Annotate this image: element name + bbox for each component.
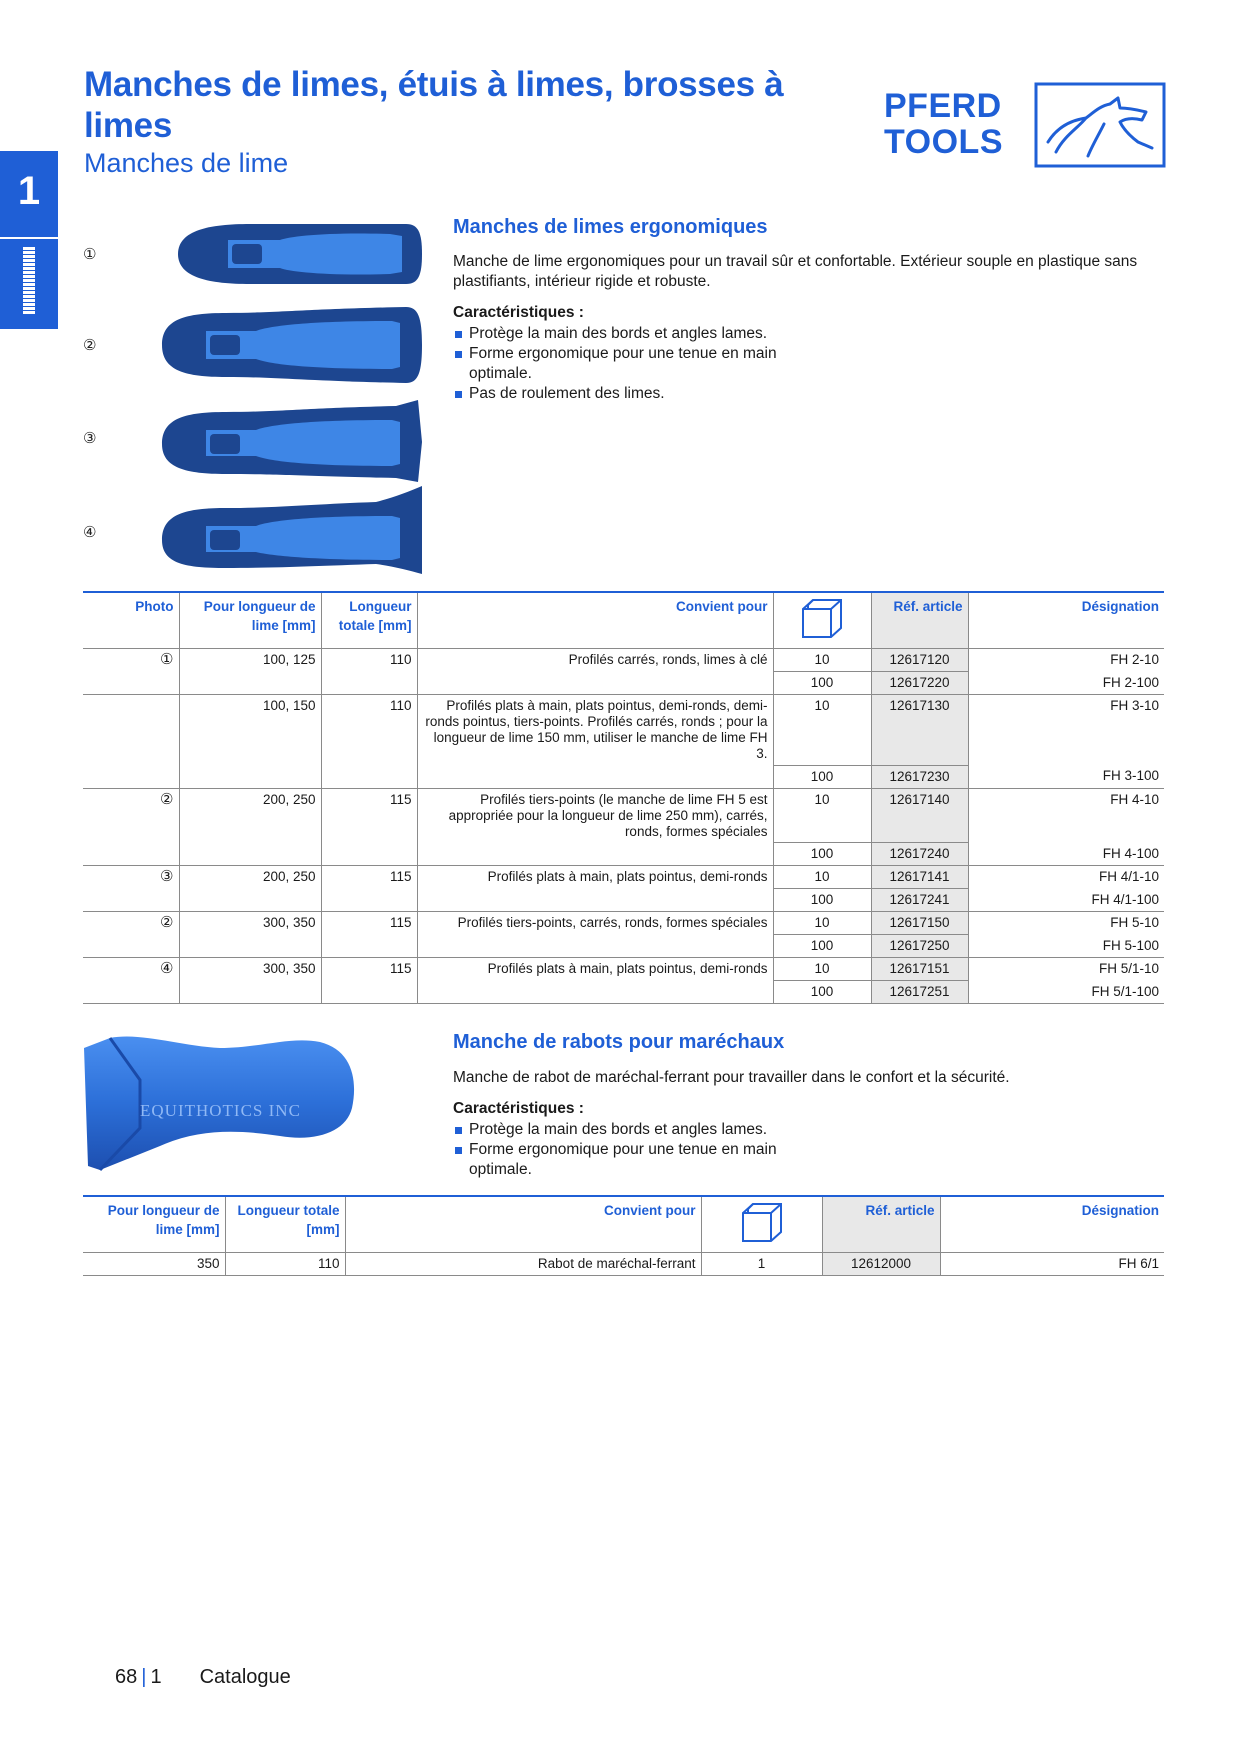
- cell-suitable-for: [417, 765, 773, 788]
- file-handle-fh2-image: [170, 218, 426, 290]
- cell-pack: 10: [773, 958, 871, 981]
- table-header-row: [83, 1196, 1164, 1253]
- cell-suitable-for: Profilés plats à main, plats pointus, demi-ronds: [417, 958, 773, 981]
- pferd-tools-logo: [884, 82, 1166, 168]
- cell-designation: FH 3-100: [968, 765, 1164, 788]
- page-title: Manches de limes, étuis à limes, brosses à limes: [84, 65, 784, 145]
- table-row: [83, 843, 1164, 866]
- cell-total-length: 110: [225, 1253, 345, 1276]
- photo-marker-2: ②: [83, 337, 97, 354]
- cell-pack: 100: [773, 843, 871, 866]
- cell-pack: 100: [773, 672, 871, 695]
- cell-suitable-for: [417, 672, 773, 695]
- page-footer: 68 | 1 Catalogue: [115, 1666, 291, 1688]
- col-header-packaging: [701, 1196, 822, 1253]
- table-row: [83, 649, 1164, 672]
- cell-total-length: [321, 981, 417, 1004]
- cell-ref: 12617250: [871, 935, 968, 958]
- section1-features-title: Caractéristiques :: [453, 304, 584, 321]
- cell-suitable-for: [417, 889, 773, 912]
- logo-text-tools: TOOLS: [884, 123, 1003, 161]
- table-row: [83, 912, 1164, 935]
- table-row: [83, 788, 1164, 843]
- col-header-file-length: Pour longueur de lime [mm]: [179, 592, 321, 649]
- cell-pack: 10: [773, 866, 871, 889]
- cell-ref: 12617150: [871, 912, 968, 935]
- section1-heading: Manches de limes ergonomiques: [453, 216, 768, 238]
- cell-designation: FH 2-10: [968, 649, 1164, 672]
- cell-designation: FH 6/1: [940, 1253, 1164, 1276]
- cell-ref: 12617251: [871, 981, 968, 1004]
- cell-photo: [83, 695, 179, 766]
- section1-description: Manche de lime ergonomiques pour un travail sûr et confortable. Extérieur souple en plastique sans plastifiants, intérieur rigide et robuste.: [453, 253, 1138, 290]
- col-header-ref: Réf. article: [822, 1196, 940, 1253]
- cell-ref: 12617130: [871, 695, 968, 766]
- col-header-ref: Réf. article: [871, 592, 968, 649]
- table-row: [83, 695, 1164, 766]
- cell-pack: 1: [701, 1253, 822, 1276]
- cell-pack: 100: [773, 765, 871, 788]
- handle-embossing: EQUITHOTICS INC: [140, 1101, 301, 1120]
- section2-features-title: Caractéristiques :: [453, 1100, 584, 1117]
- cell-total-length: [321, 935, 417, 958]
- cell-photo: ②: [83, 788, 179, 843]
- cell-photo: [83, 981, 179, 1004]
- cell-file-length: [179, 981, 321, 1004]
- cell-file-length: [179, 935, 321, 958]
- cell-ref: 12617240: [871, 843, 968, 866]
- feature-item: Protège la main des bords et angles lames.: [453, 1120, 793, 1140]
- col-header-packaging: [773, 592, 871, 649]
- cell-photo: ②: [83, 912, 179, 935]
- box-icon: [740, 1201, 784, 1243]
- col-header-total-length: Longueur totale [mm]: [321, 592, 417, 649]
- cell-designation: FH 5-10: [968, 912, 1164, 935]
- cell-pack: 100: [773, 935, 871, 958]
- product-table-2: [83, 1195, 1164, 1276]
- cell-photo: [83, 765, 179, 788]
- col-header-designation: Désignation: [968, 592, 1164, 649]
- table-row: [83, 1253, 1164, 1276]
- cell-ref: 12617151: [871, 958, 968, 981]
- col-header-total-length: Longueur totale [mm]: [225, 1196, 345, 1253]
- table-row: [83, 958, 1164, 981]
- col-header-suitable-for: Convient pour: [345, 1196, 701, 1253]
- photo-marker-3: ③: [83, 430, 97, 447]
- file-handle-fh5-1-image: [156, 486, 426, 576]
- cell-suitable-for: Profilés plats à main, plats pointus, demi-ronds: [417, 866, 773, 889]
- footer-label: Catalogue: [199, 1666, 291, 1688]
- cell-file-length: 350: [83, 1253, 225, 1276]
- file-handle-fh4-image: [156, 305, 426, 385]
- col-header-file-length: Pour longueur de lime [mm]: [83, 1196, 225, 1253]
- section2-description: Manche de rabot de maréchal-ferrant pour travailler dans le confort et la sécurité.: [453, 1069, 1010, 1086]
- section1-features-list: [453, 324, 793, 404]
- cell-file-length: 200, 250: [179, 788, 321, 843]
- chapter-divider: [0, 237, 58, 239]
- cell-photo: [83, 843, 179, 866]
- page-number: 68: [115, 1666, 138, 1688]
- feature-item: Forme ergonomique pour une tenue en main optimale.: [453, 1140, 793, 1180]
- cell-total-length: [321, 843, 417, 866]
- cell-total-length: 115: [321, 866, 417, 889]
- photo-marker-4: ④: [83, 524, 97, 541]
- cell-ref: 12617120: [871, 649, 968, 672]
- chapter-tab[interactable]: [0, 151, 58, 329]
- cell-file-length: 100, 150: [179, 695, 321, 766]
- cell-file-length: 200, 250: [179, 866, 321, 889]
- cell-total-length: [321, 765, 417, 788]
- horse-logo-icon: [1034, 82, 1166, 168]
- cell-ref: 12617230: [871, 765, 968, 788]
- product-table-1: [83, 591, 1164, 1004]
- cell-file-length: [179, 889, 321, 912]
- cell-suitable-for: Profilés tiers-points (le manche de lime FH 5 est appropriée pour la longueur de lime 250 mm), carrés, ronds, formes spéciales: [417, 788, 773, 843]
- section2-features-list: [453, 1120, 793, 1180]
- table-row: [83, 672, 1164, 695]
- logo-text-pferd: PFERD: [884, 87, 1002, 125]
- cell-pack: 10: [773, 695, 871, 766]
- cell-suitable-for: [417, 843, 773, 866]
- cell-file-length: [179, 672, 321, 695]
- col-header-suitable-for: Convient pour: [417, 592, 773, 649]
- photo-marker-1: ①: [83, 246, 97, 263]
- cell-total-length: 115: [321, 958, 417, 981]
- table-row: [83, 935, 1164, 958]
- cell-suitable-for: Profilés plats à main, plats pointus, demi-ronds, demi-ronds pointus, tiers-points. Profilés carrés, ronds ; pour la longueur de lime 150 mm, utiliser le manche de lime FH 3.: [417, 695, 773, 766]
- cell-suitable-for: Profilés tiers-points, carrés, ronds, formes spéciales: [417, 912, 773, 935]
- cell-total-length: 115: [321, 912, 417, 935]
- cell-photo: [83, 672, 179, 695]
- cell-pack: 10: [773, 788, 871, 843]
- table-header-row: [83, 592, 1164, 649]
- cell-total-length: [321, 889, 417, 912]
- col-header-photo: Photo: [83, 592, 179, 649]
- cell-suitable-for: Profilés carrés, ronds, limes à clé: [417, 649, 773, 672]
- cell-ref: 12612000: [822, 1253, 940, 1276]
- cell-pack: 100: [773, 981, 871, 1004]
- cell-file-length: 300, 350: [179, 912, 321, 935]
- footer-chapter: 1: [150, 1666, 162, 1688]
- table-row: [83, 866, 1164, 889]
- file-icon: [23, 247, 35, 315]
- feature-item: Pas de roulement des limes.: [453, 384, 793, 404]
- cell-photo: [83, 935, 179, 958]
- cell-photo: ①: [83, 649, 179, 672]
- cell-ref: 12617220: [871, 672, 968, 695]
- cell-designation: FH 4-100: [968, 843, 1164, 866]
- cell-suitable-for: [417, 981, 773, 1004]
- cell-designation: FH 5-100: [968, 935, 1164, 958]
- table-row: [83, 889, 1164, 912]
- feature-item: Forme ergonomique pour une tenue en main optimale.: [453, 344, 793, 384]
- cell-designation: FH 5/1-10: [968, 958, 1164, 981]
- section2-heading: Manche de rabots pour maréchaux: [453, 1031, 785, 1053]
- cell-pack: 10: [773, 912, 871, 935]
- cell-photo: [83, 889, 179, 912]
- cell-designation: FH 4/1-100: [968, 889, 1164, 912]
- cell-file-length: [179, 765, 321, 788]
- cell-suitable-for: Rabot de maréchal-ferrant: [345, 1253, 701, 1276]
- cell-file-length: 300, 350: [179, 958, 321, 981]
- cell-total-length: 115: [321, 788, 417, 843]
- cell-designation: FH 5/1-100: [968, 981, 1164, 1004]
- table-row: [83, 981, 1164, 1004]
- cell-pack: 100: [773, 889, 871, 912]
- cell-total-length: 110: [321, 649, 417, 672]
- cell-suitable-for: [417, 935, 773, 958]
- farrier-rasp-handle-image: [80, 1028, 360, 1174]
- cell-designation: FH 2-100: [968, 672, 1164, 695]
- cell-total-length: [321, 672, 417, 695]
- cell-photo: ③: [83, 866, 179, 889]
- chapter-number: 1: [17, 169, 41, 213]
- cell-ref: 12617241: [871, 889, 968, 912]
- page-subtitle: Manches de lime: [84, 148, 289, 178]
- box-icon: [800, 597, 844, 639]
- cell-designation: FH 3-10: [968, 695, 1164, 766]
- cell-ref: 12617140: [871, 788, 968, 843]
- cell-photo: ④: [83, 958, 179, 981]
- cell-pack: 10: [773, 649, 871, 672]
- col-header-designation: Désignation: [940, 1196, 1164, 1253]
- feature-item: Protège la main des bords et angles lames.: [453, 324, 793, 344]
- cell-file-length: 100, 125: [179, 649, 321, 672]
- cell-designation: FH 4-10: [968, 788, 1164, 843]
- table-row: [83, 765, 1164, 788]
- cell-designation: FH 4/1-10: [968, 866, 1164, 889]
- cell-file-length: [179, 843, 321, 866]
- cell-total-length: 110: [321, 695, 417, 766]
- file-handle-fh4-1-image: [156, 400, 426, 482]
- cell-ref: 12617141: [871, 866, 968, 889]
